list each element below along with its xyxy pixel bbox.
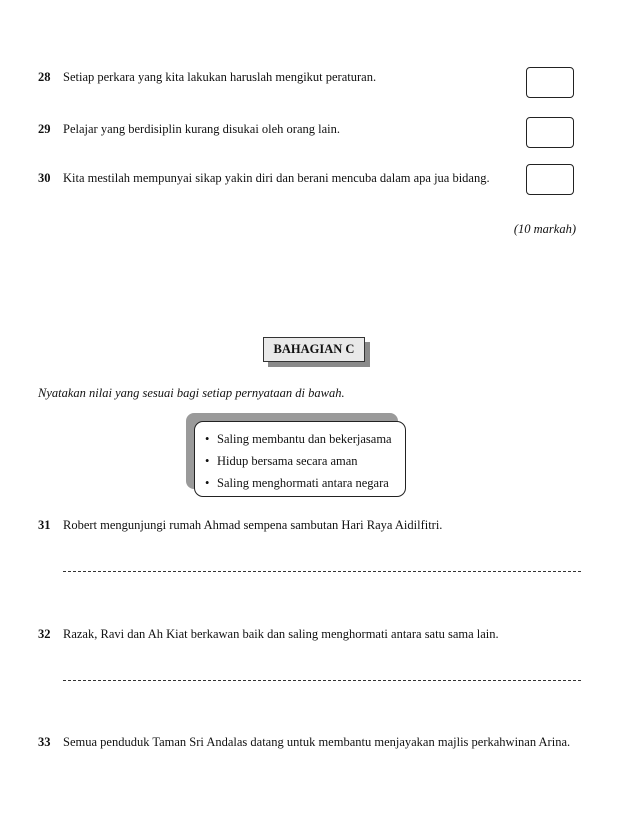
question-number: 31 [38, 518, 51, 532]
answer-line[interactable] [63, 680, 581, 681]
answer-box[interactable] [526, 164, 574, 195]
question-text: Semua penduduk Taman Sri Andalas datang untuk membantu menjayakan majlis perkahwinan Arina. [63, 735, 571, 749]
values-list [195, 422, 405, 495]
question-text: Kita mestilah mempunyai sikap yakin diri dan berani mencuba dalam apa jua bidang. [63, 171, 490, 185]
answer-line[interactable] [63, 571, 581, 572]
question-text: Pelajar yang berdisiplin kurang disukai oleh orang lain. [63, 122, 341, 136]
value-text: Hidup bersama secara aman [217, 454, 358, 468]
question-number: 28 [38, 70, 51, 84]
instruction-text: Nyatakan nilai yang sesuai bagi setiap pernyataan di bawah. [38, 386, 345, 400]
answer-box[interactable] [526, 67, 574, 98]
marks-label: (10 markah) [513, 222, 576, 236]
bullet-icon: • [205, 432, 210, 446]
section-header: BAHAGIAN C [263, 337, 365, 362]
bullet-icon: • [205, 476, 210, 490]
question-text: Razak, Ravi dan Ah Kiat berkawan baik dan saling menghormati antara satu sama lain. [63, 627, 499, 641]
question-number: 30 [38, 171, 51, 185]
question-number: 33 [38, 735, 51, 749]
value-text: Saling membantu dan bekerjasama [217, 432, 392, 446]
value-item [205, 473, 405, 495]
values-box [194, 421, 406, 497]
value-text: Saling menghormati antara negara [217, 476, 389, 490]
answer-box[interactable] [526, 117, 574, 148]
value-item [205, 451, 405, 473]
question-number: 29 [38, 122, 51, 136]
question-text: Setiap perkara yang kita lakukan haruslah mengikut peraturan. [63, 70, 377, 84]
question-text: Robert mengunjungi rumah Ahmad sempena sambutan Hari Raya Aidilfitri. [63, 518, 443, 532]
bullet-icon: • [205, 454, 210, 468]
question-number: 32 [38, 627, 51, 641]
value-item [205, 429, 405, 451]
